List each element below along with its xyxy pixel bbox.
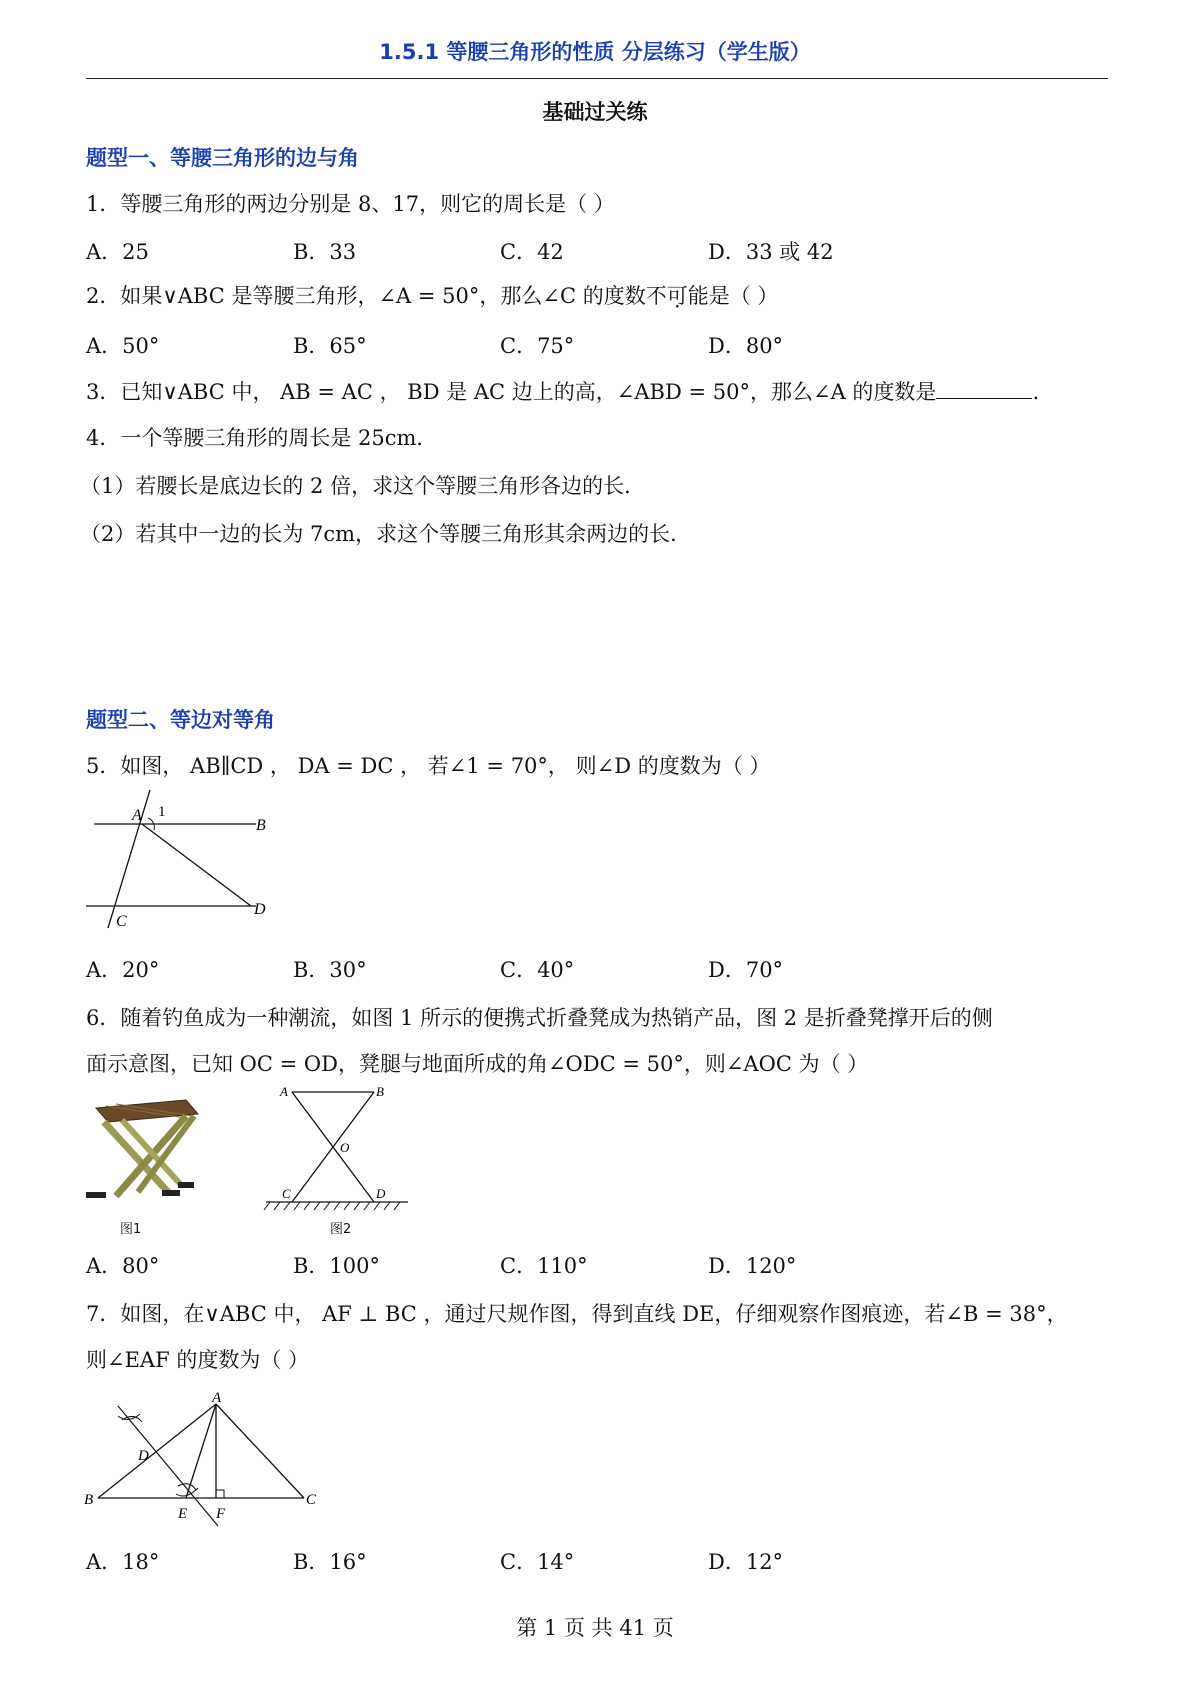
q2-option-c: C．75° <box>500 334 575 358</box>
document-title: 1.5.1 等腰三角形的性质 分层练习（学生版） <box>379 40 811 64</box>
q2-text-a: 2．如果∨ABC 是等腰三角形，∠A = 50°，那么∠C 的度数 <box>86 284 646 308</box>
q5-label-d: D <box>254 901 266 918</box>
header-divider <box>86 78 1108 79</box>
q6-label-b: B <box>376 1086 384 1099</box>
stool-side-view-figure <box>262 1086 412 1216</box>
q5-label-c: C <box>116 913 127 930</box>
question-6-line-1: 6．随着钓鱼成为一种潮流，如图 1 所示的便携式折叠凳成为热销产品，图 2 是折叠凳撑开后的侧 <box>86 1006 993 1030</box>
q6-label-a: A <box>280 1086 288 1099</box>
q5-figure <box>86 782 286 932</box>
q3-text: 3．已知∨ABC 中， AB = AC ， BD 是 AC 边上的高，∠ABD = 50°，那么∠A 的度数是 <box>86 380 937 404</box>
q5-option-a: A．20° <box>86 958 160 982</box>
section-title-2: 题型二、等边对等角 <box>86 708 275 732</box>
q1-option-c: C．42 <box>500 240 564 264</box>
q6-label-c: C <box>282 1186 291 1201</box>
page-number: 第 1 页 共 41 页 <box>516 1616 674 1640</box>
q7-label-f: F <box>216 1506 226 1522</box>
q7-label-d: D <box>138 1448 149 1464</box>
question-6-line-2: 面示意图，已知 OC = OD，凳腿与地面所成的角∠ODC = 50°，则∠AOC 为（ ） <box>86 1052 869 1076</box>
q5-label-1: 1 <box>158 804 166 820</box>
q7-label-e: E <box>178 1506 188 1522</box>
q5-label-a: A <box>132 807 142 824</box>
question-4-part-1: （1）若腰长是底边长的 2 倍，求这个等腰三角形各边的长． <box>80 474 646 498</box>
q6-label-o: O <box>340 1140 350 1155</box>
question-7-line-1: 7．如图，在∨ABC 中， AF ⊥ BC ，通过尺规作图，得到直线 DE，仔细观察作图痕迹，若∠B = 38°， <box>86 1302 1068 1326</box>
q2-emphasis: 不可能 <box>645 284 709 308</box>
question-3 <box>86 376 1039 406</box>
q2-option-b: B．65° <box>293 334 367 358</box>
section-subtitle: 基础过关练 <box>542 100 648 124</box>
section-title-1: 题型一、等腰三角形的边与角 <box>86 146 359 170</box>
q7-figure <box>82 1390 332 1530</box>
q6-option-a: A．80° <box>86 1254 160 1278</box>
q5-option-d: D．70° <box>708 958 784 982</box>
q7-label-a: A <box>212 1390 222 1406</box>
q2-text-b: 是（ ） <box>708 284 779 308</box>
question-4: 4．一个等腰三角形的周长是 25cm． <box>86 426 438 450</box>
q7-option-a: A．18° <box>86 1550 160 1574</box>
question-7-line-2: 则∠EAF 的度数为（ ） <box>86 1348 310 1372</box>
q2-option-a: A．50° <box>86 334 160 358</box>
answer-blank[interactable] <box>936 378 1032 399</box>
q6-label-d: D <box>376 1186 386 1201</box>
q5-option-c: C．40° <box>500 958 575 982</box>
q1-option-b: B．33 <box>293 240 357 264</box>
q5-option-b: B．30° <box>293 958 367 982</box>
q7-option-d: D．12° <box>708 1550 784 1574</box>
question-1: 1．等腰三角形的两边分别是 8、17，则它的周长是（ ） <box>86 192 615 216</box>
folding-stool-figure <box>86 1096 206 1206</box>
question-5: 5．如图， AB∥CD ， DA = DC ， 若∠1 = 70°， 则∠D 的度数为（ ） <box>86 754 771 778</box>
figure-2-caption: 图2 <box>330 1222 352 1237</box>
q6-option-d: D．120° <box>708 1254 797 1278</box>
q1-option-a: A．25 <box>86 240 149 264</box>
q7-option-c: C．14° <box>500 1550 575 1574</box>
q5-label-b: B <box>256 817 266 834</box>
q7-option-b: B．16° <box>293 1550 367 1574</box>
q6-option-c: C．110° <box>500 1254 588 1278</box>
q3-end: . <box>1032 380 1040 404</box>
question-4-part-2: （2）若其中一边的长为 7cm，求这个等腰三角形其余两边的长． <box>80 522 692 546</box>
q1-option-d: D．33 或 42 <box>708 240 834 264</box>
q7-label-c: C <box>306 1492 317 1508</box>
figure-1-caption: 图1 <box>120 1222 142 1237</box>
q2-option-d: D．80° <box>708 334 784 358</box>
question-2 <box>86 280 778 310</box>
q6-option-b: B．100° <box>293 1254 381 1278</box>
q7-label-b: B <box>84 1492 94 1508</box>
